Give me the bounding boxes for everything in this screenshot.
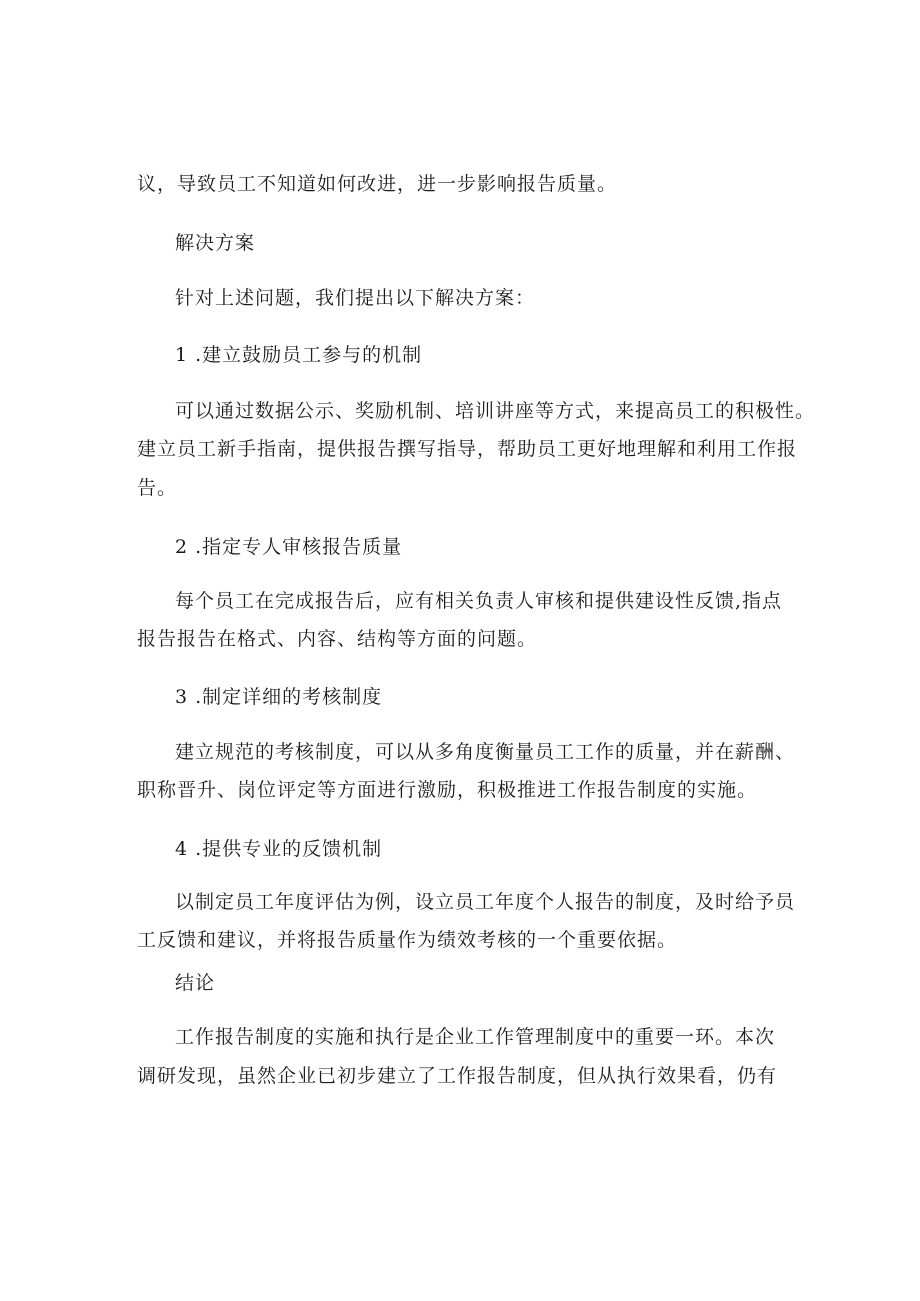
item-1-body-line-3: 告。 bbox=[137, 477, 178, 499]
paragraph-continuation: 议，导致员工不知道如何改进，进一步影响报告质量。 bbox=[137, 173, 618, 195]
item-3-body-line-1: 建立规范的考核制度，可以从多角度衡量员工工作的质量，并在薪酬、 bbox=[175, 741, 796, 763]
item-1-body-line-1: 可以通过数据公示、奖励机制、培训讲座等方式，来提高员工的积极性。 bbox=[175, 400, 816, 422]
item-2-body-line-2: 报告报告在格式、内容、结构等方面的问题。 bbox=[137, 628, 538, 650]
item-2-heading: 2 .指定专人审核报告质量 bbox=[175, 536, 403, 558]
item-4-body-line-1: 以制定员工年度评估为例，设立员工年度个人报告的制度，及时给予员 bbox=[175, 891, 796, 913]
item-4-body-line-2: 工反馈和建议，并将报告质量作为绩效考核的一个重要依据。 bbox=[137, 929, 678, 951]
item-3-body-line-2: 职称晋升、岗位评定等方面进行激励，积极推进工作报告制度的实施。 bbox=[137, 779, 758, 801]
item-4-heading: 4 .提供专业的反馈机制 bbox=[175, 838, 383, 860]
solution-heading: 解决方案 bbox=[175, 232, 256, 254]
item-3-heading: 3 .制定详细的考核制度 bbox=[175, 686, 383, 708]
conclusion-heading: 结论 bbox=[175, 972, 216, 994]
item-1-body-line-2: 建立员工新手指南，提供报告撰写指导，帮助员工更好地理解和利用工作报 bbox=[137, 438, 798, 460]
conclusion-line-1: 工作报告制度的实施和执行是企业工作管理制度中的重要一环。本次 bbox=[175, 1026, 776, 1048]
item-1-heading: 1 .建立鼓励员工参与的机制 bbox=[175, 344, 423, 366]
conclusion-line-2: 调研发现，虽然企业已初步建立了工作报告制度，但从执行效果看，仍有 bbox=[137, 1065, 778, 1087]
solution-intro: 针对上述问题，我们提出以下解决方案： bbox=[175, 287, 536, 309]
item-2-body-line-1: 每个员工在完成报告后，应有相关负责人审核和提供建设性反馈,指点 bbox=[175, 590, 783, 612]
